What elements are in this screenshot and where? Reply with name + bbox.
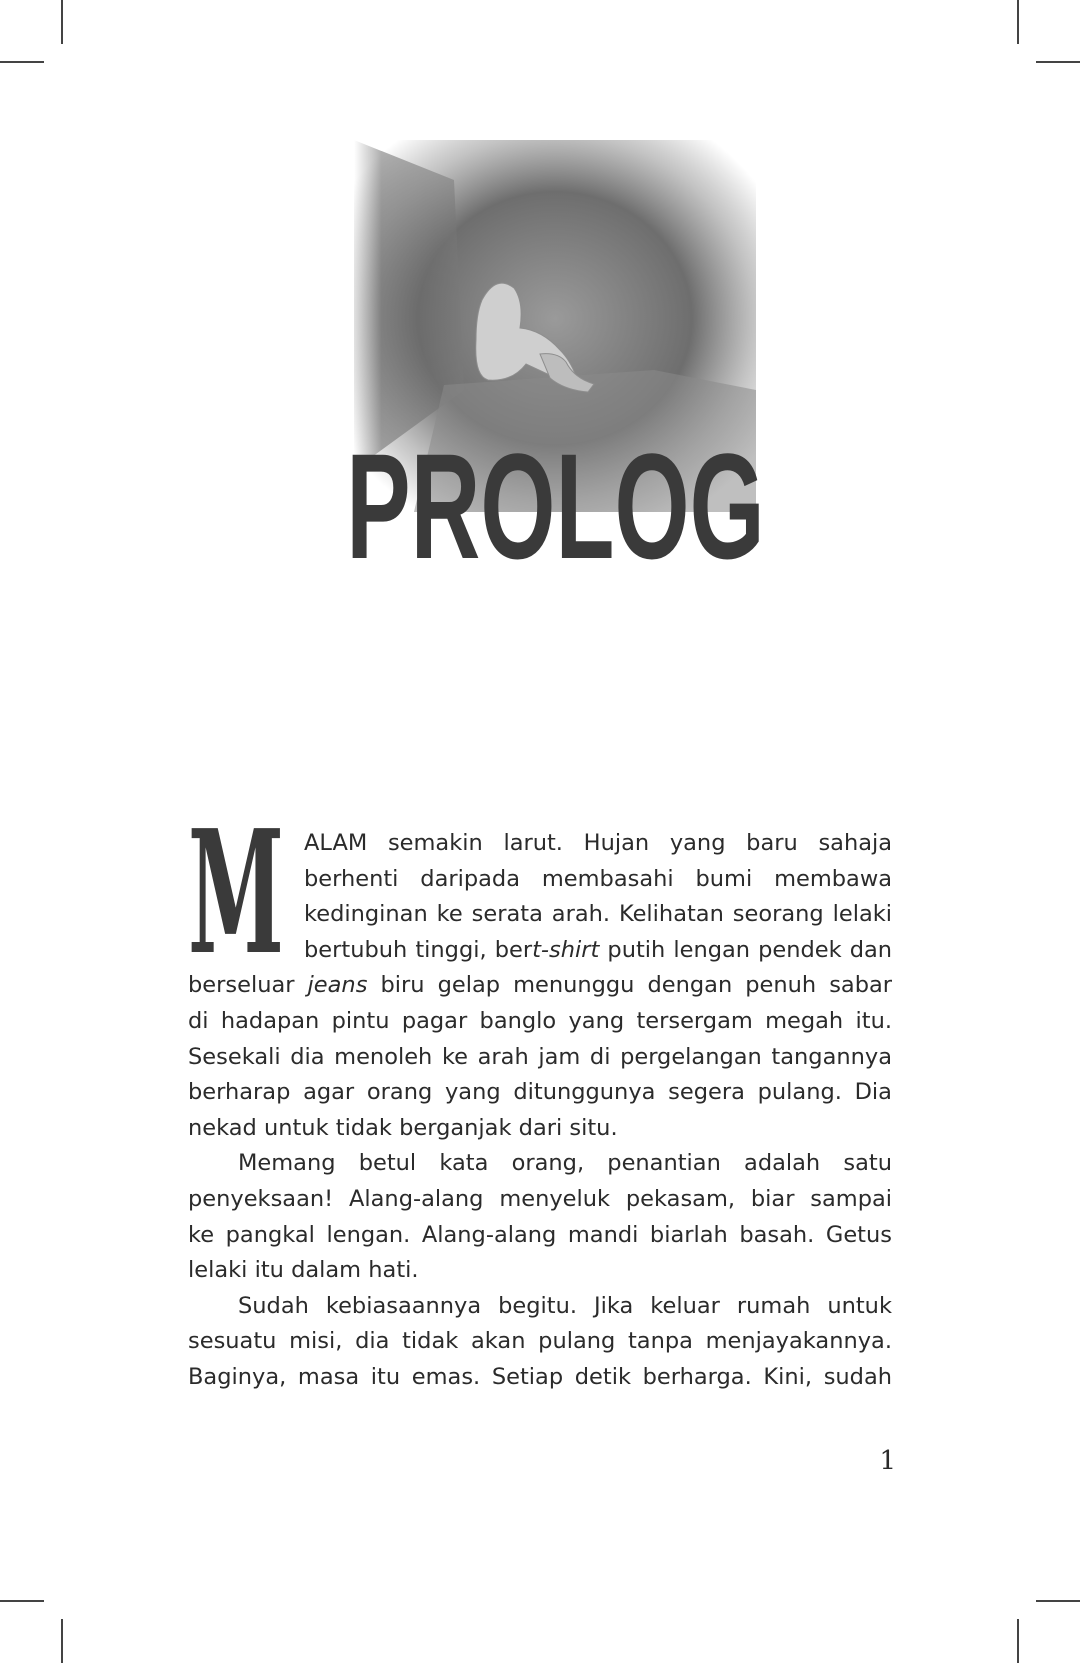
crop-mark: [1017, 1619, 1019, 1663]
crop-mark: [61, 0, 63, 44]
text-line: Sesekali dia menoleh ke arah jam di pergelangan tangannya: [188, 1043, 892, 1070]
crop-mark: [0, 1600, 44, 1602]
chapter-title: [340, 408, 770, 568]
text-line: penyeksaan! Alang-alang menyeluk pekasam, biar sampai: [188, 1185, 893, 1212]
text-line: lelaki itu dalam hati.: [188, 1257, 419, 1284]
text-line: berhenti daripada membasahi bumi membawa: [304, 865, 893, 892]
text-line: bertubuh tinggi, bert-shirt putih lengan pendek dan: [304, 936, 893, 963]
page-number: 1: [879, 1446, 896, 1476]
text-line: Memang betul kata orang, penantian adalah satu: [238, 1150, 892, 1177]
crop-mark: [1036, 1600, 1080, 1602]
chapter-title-text: PROLOG: [346, 423, 765, 568]
text-line: berseluar jeans biru gelap menunggu dengan penuh sabar: [188, 972, 893, 999]
text-line: Sudah kebiasaannya begitu. Jika keluar rumah untuk: [238, 1292, 892, 1319]
crop-mark: [61, 1619, 63, 1663]
text-line: ALAM semakin larut. Hujan yang baru sahaja: [304, 830, 893, 856]
crop-mark: [0, 61, 44, 63]
text-line: sesuatu misi, dia tidak akan pulang tanpa menjayakannya.: [188, 1328, 892, 1355]
text-line: Baginya, masa itu emas. Setiap detik berharga. Kini, sudah: [188, 1363, 893, 1390]
text-line: kedinginan ke serata arah. Kelihatan seorang lelaki: [304, 901, 893, 928]
text-line: berharap agar orang yang ditunggunya segera pulang. Dia: [188, 1079, 892, 1106]
crop-mark: [1017, 0, 1019, 44]
body-text: [188, 826, 892, 1396]
text-line: ke pangkal lengan. Alang-alang mandi biarlah basah. Getus: [188, 1221, 892, 1248]
text-line: nekad untuk tidak berganjak dari situ.: [188, 1114, 618, 1141]
text-line: di hadapan pintu pagar banglo yang tersergam megah itu.: [188, 1007, 892, 1034]
drop-cap-letter: M: [188, 820, 284, 962]
crop-mark: [1036, 61, 1080, 63]
